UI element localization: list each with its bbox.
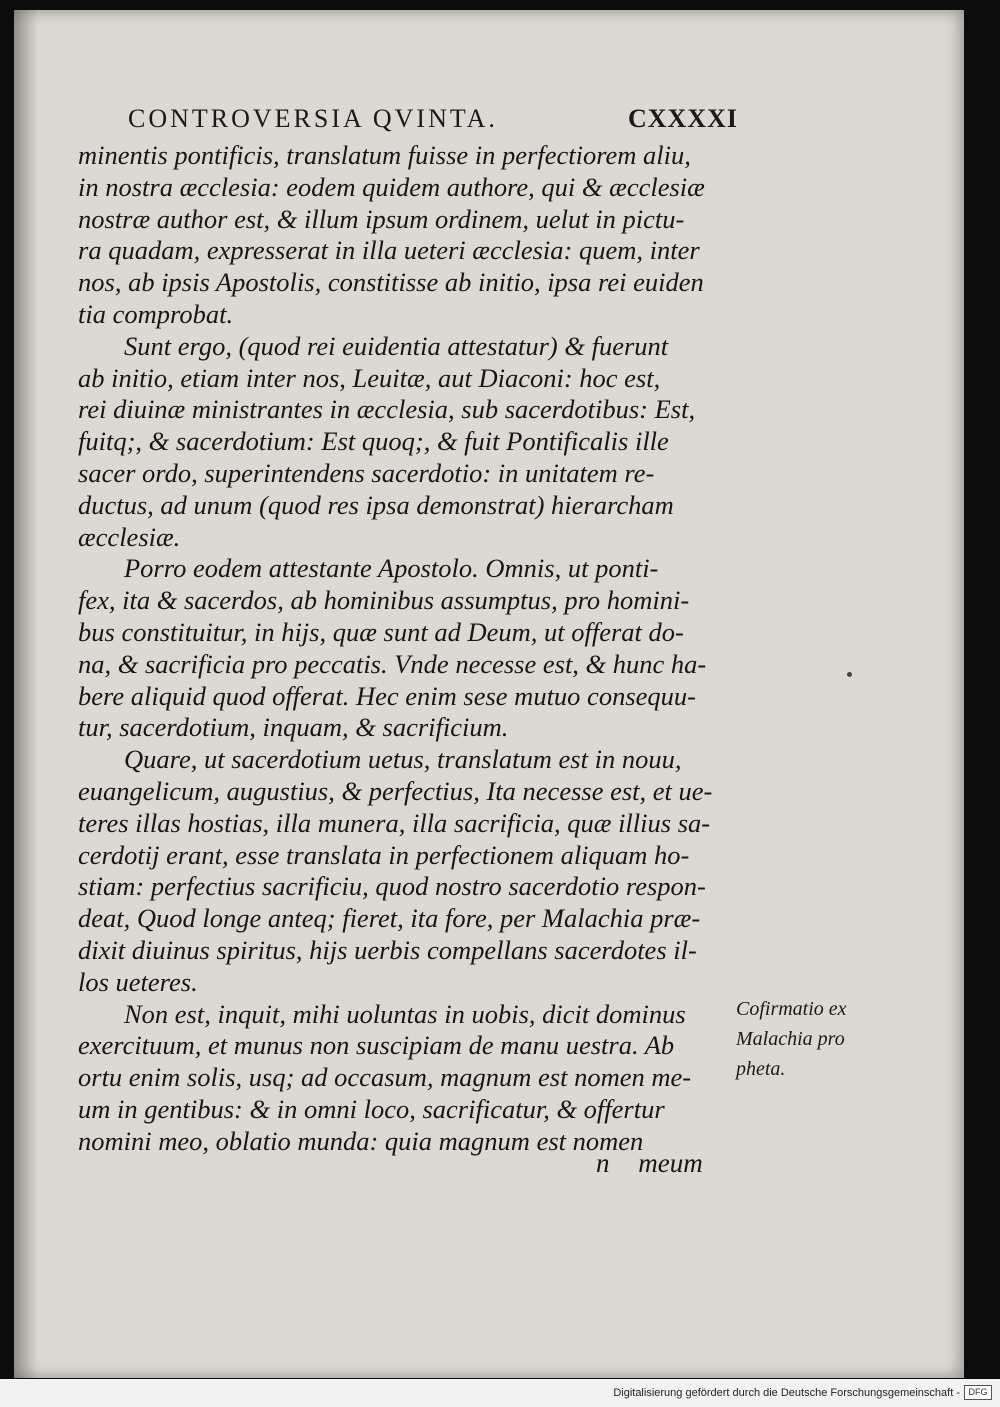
- text-line: ab initio, etiam inter nos, Leuitæ, aut Diaconi: hoc est,: [78, 362, 661, 393]
- folio-number: CXXXXI: [628, 104, 738, 133]
- text-line: ra quadam, expresserat in illa ueteri æcclesia: quem, inter: [78, 235, 700, 266]
- text-line: Quare, ut sacerdotium uetus, translatum est in nouu,: [124, 744, 682, 775]
- text-line: stiam: perfectius sacrificiu, quod nostro sacerdotio respon-: [78, 871, 706, 902]
- text-line: ortu enim solis, usq; ad occasum, magnum est nomen me-: [78, 1062, 692, 1093]
- text-line: Porro eodem attestante Apostolo. Omnis, ut ponti-: [124, 553, 659, 584]
- text-line: euangelicum, augustius, & perfectius, Ita necesse est, et ue-: [78, 775, 713, 806]
- text-line: nomini meo, oblatio munda: quia magnum est nomen: [78, 1125, 644, 1156]
- running-head: [128, 104, 738, 134]
- marginal-note-line: Cofirmatio ex: [736, 998, 847, 1020]
- text-line: exercituum, et munus non suscipiam de manu uestra. Ab: [78, 1030, 675, 1061]
- main-text-block: [78, 140, 728, 1158]
- text-line: minentis pontificis, translatum fuisse in perfectiorem aliu,: [78, 140, 691, 170]
- text-line: los ueteres.: [78, 966, 198, 997]
- text-line: tur, sacerdotium, inquam, & sacrificium.: [78, 712, 509, 743]
- text-line: deat, Quod longe anteq; fieret, ita fore, per Malachia præ-: [78, 903, 701, 934]
- text-line: fuitq;, & sacerdotium: Est quoq;, & fuit Pontificalis ille: [78, 426, 669, 457]
- digitization-credit: Digitalisierung gefördert durch die Deutsche Forschungsgemeinschaft -: [613, 1387, 960, 1399]
- text-line: cerdotij erant, esse translata in perfectionem aliquam ho-: [78, 839, 690, 870]
- text-line: æcclesiæ.: [78, 521, 181, 552]
- text-line: na, & sacrificia pro peccatis. Vnde necesse est, & hunc ha-: [78, 648, 707, 679]
- text-line: nos, ab ipsis Apostolis, constitisse ab initio, ipsa rei euiden: [78, 267, 704, 298]
- text-line: ductus, ad unum (quod res ipsa demonstrat) hierarcham: [78, 489, 674, 520]
- text-line: um in gentibus: & in omni loco, sacrificatur, & offertur: [78, 1093, 665, 1124]
- marginal-note-line: pheta.: [736, 1058, 786, 1080]
- text-line: fex, ita & sacerdos, ab hominibus assumptus, pro homini-: [78, 585, 690, 616]
- running-title: CONTROVERSIA QVINTA.: [128, 104, 498, 133]
- text-line: Non est, inquit, mihi uoluntas in uobis, dicit dominus: [124, 998, 686, 1029]
- catchword: n meum: [596, 1148, 703, 1178]
- text-line: nostræ author est, & illum ipsum ordinem, uelut in pictu-: [78, 203, 685, 234]
- marginal-note: [736, 994, 847, 1084]
- marginal-note-line: Malachia pro: [736, 1028, 845, 1050]
- text-line: sacer ordo, superintendens sacerdotio: in unitatem re-: [78, 457, 655, 488]
- text-line: bere aliquid quod offerat. Hec enim sese mutuo consequu-: [78, 680, 696, 711]
- text-line: in nostra æcclesia: eodem quidem authore, qui & æcclesiæ: [78, 171, 705, 202]
- text-line: rei diuinæ ministrantes in æcclesia, sub sacerdotibus: Est,: [78, 394, 696, 425]
- dfg-logo: DFG: [964, 1385, 992, 1400]
- footer-bar: [0, 1379, 1000, 1407]
- text-line: Sunt ergo, (quod rei euidentia attestatur) & fuerunt: [124, 330, 669, 361]
- text-line: teres illas hostias, illa munera, illa sacrificia, quæ illius sa-: [78, 807, 711, 838]
- text-line: dixit diuinus spiritus, hijs uerbis compellans sacerdotes il-: [78, 934, 697, 965]
- text-line: bus constituitur, in hijs, quæ sunt ad Deum, ut offerat do-: [78, 616, 684, 647]
- ink-speck: [847, 672, 852, 677]
- text-line: tia comprobat.: [78, 298, 234, 329]
